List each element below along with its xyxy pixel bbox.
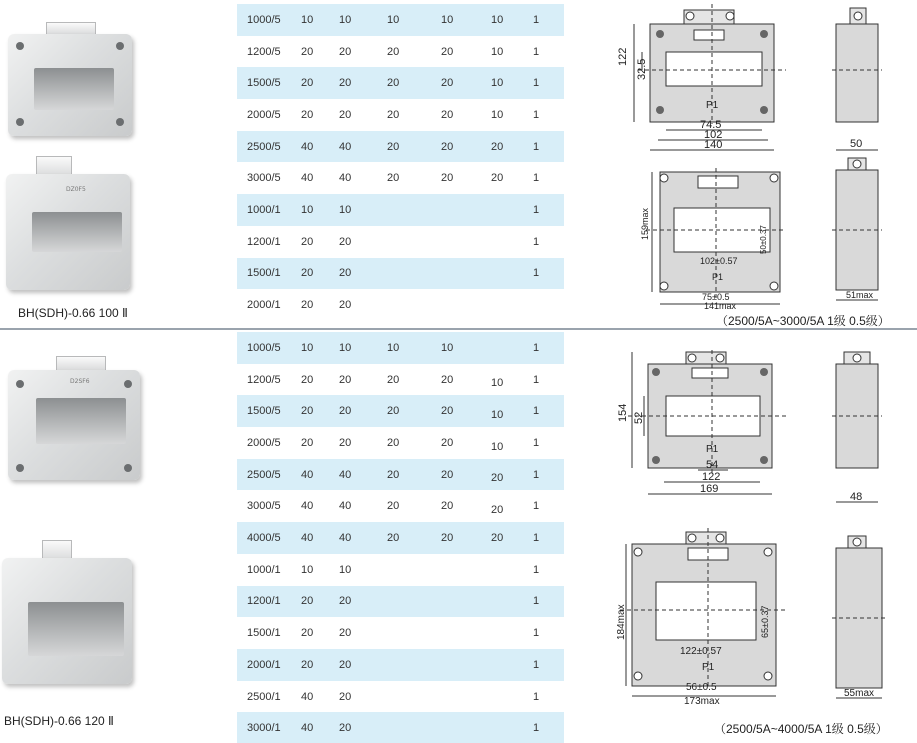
table-cell: 1200/1 <box>247 235 281 248</box>
dim-label: 141max <box>704 301 737 311</box>
table-row <box>237 586 564 618</box>
table-cell: 1 <box>533 722 540 735</box>
table-cell: 20 <box>301 595 314 608</box>
table-cell: 20 <box>387 468 400 481</box>
table-row <box>237 163 564 195</box>
dim-label: 140 <box>704 139 723 151</box>
table-cell: 20 <box>441 108 454 121</box>
table-cell: 20 <box>387 405 400 418</box>
table-cell: 1 <box>533 532 540 545</box>
p1-label: P1 <box>712 272 724 282</box>
dimension-drawing-front-top <box>614 350 790 504</box>
table-cell: 20 <box>387 77 400 90</box>
table-cell: 2000/1 <box>247 658 281 671</box>
table-row <box>237 332 564 364</box>
table-row <box>237 226 564 258</box>
table-cell: 20 <box>387 373 400 386</box>
table-cell: 1 <box>533 45 540 58</box>
dim-label: 122±0.57 <box>680 646 722 657</box>
table-cell: 20 <box>301 77 314 90</box>
table-cell: 20 <box>339 722 352 735</box>
table-cell: 1 <box>533 108 540 121</box>
dim-label: 122 <box>617 47 629 66</box>
dim-label: 54 <box>706 459 719 471</box>
table-cell: 10 <box>491 377 504 390</box>
table-cell: 10 <box>339 204 352 217</box>
table-cell: 20 <box>301 658 314 671</box>
table-cell: 1 <box>533 627 540 640</box>
table-row <box>237 67 564 99</box>
table-cell: 40 <box>301 172 314 185</box>
table-cell: 40 <box>339 172 352 185</box>
table-cell: 10 <box>491 440 504 453</box>
table-cell: 10 <box>441 13 454 26</box>
table-cell: 1500/5 <box>247 77 281 90</box>
table-row <box>237 99 564 131</box>
table-cell: 40 <box>339 140 352 153</box>
table-cell: 2000/5 <box>247 108 281 121</box>
table-cell: 20 <box>387 140 400 153</box>
table-row <box>237 554 564 586</box>
table-cell: 20 <box>339 373 352 386</box>
dim-label: 55max <box>844 688 875 699</box>
table-cell: 20 <box>387 436 400 449</box>
table-row <box>237 649 564 681</box>
dim-label: 169 <box>700 483 719 495</box>
table-cell: 20 <box>491 532 504 545</box>
table-cell: 1 <box>533 405 540 418</box>
dim-label: 32.5 <box>636 58 648 80</box>
table-cell: 10 <box>491 13 504 26</box>
dim-label: 102 <box>704 129 723 141</box>
table-cell: 20 <box>441 373 454 386</box>
table-row <box>237 289 564 321</box>
dimension-drawing-front-top <box>618 4 788 154</box>
table-cell: 20 <box>339 77 352 90</box>
table-row <box>237 364 564 396</box>
table-cell: 20 <box>339 299 352 312</box>
table-cell: 1 <box>533 658 540 671</box>
table-cell: 1500/5 <box>247 405 281 418</box>
table-cell: 20 <box>339 267 352 280</box>
table-cell: 4000/5 <box>247 532 281 545</box>
table-cell: 20 <box>387 172 400 185</box>
dimension-drawing-side-bottom <box>832 158 882 303</box>
product-photo-bottom <box>4 156 134 296</box>
ratio-table <box>237 4 564 321</box>
table-cell: 1 <box>533 468 540 481</box>
dim-label: 65±0.37 <box>760 605 770 638</box>
table-cell: 3000/1 <box>247 722 281 735</box>
table-row <box>237 491 564 523</box>
dim-label: 50±0.37 <box>759 225 768 254</box>
table-cell: 20 <box>301 45 314 58</box>
table-cell: 20 <box>441 140 454 153</box>
table-cell: 10 <box>339 341 352 354</box>
table-cell: 40 <box>339 532 352 545</box>
table-cell: 40 <box>301 722 314 735</box>
table-cell: 40 <box>301 468 314 481</box>
dim-label: 50 <box>850 138 863 150</box>
product-photo-top <box>6 354 146 484</box>
dim-label: 159max <box>640 207 650 240</box>
table-cell: 20 <box>301 235 314 248</box>
table-cell: 20 <box>301 373 314 386</box>
table-cell: 20 <box>491 172 504 185</box>
product-section-100 <box>0 0 917 328</box>
table-cell: 10 <box>491 77 504 90</box>
table-cell: 20 <box>301 436 314 449</box>
table-cell: 10 <box>441 341 454 354</box>
table-cell: 1 <box>533 235 540 248</box>
table-cell: 1000/5 <box>247 13 281 26</box>
table-cell: 10 <box>491 409 504 422</box>
product-photo-bottom <box>0 540 136 690</box>
table-cell: 10 <box>491 45 504 58</box>
table-cell: 3000/5 <box>247 172 281 185</box>
dim-label: 122 <box>702 471 721 483</box>
table-cell: 10 <box>491 108 504 121</box>
table-cell: 1000/1 <box>247 563 281 576</box>
table-cell: 20 <box>339 595 352 608</box>
table-cell: 2000/5 <box>247 436 281 449</box>
table-cell: 40 <box>339 500 352 513</box>
table-cell: 1 <box>533 690 540 703</box>
table-cell: 1 <box>533 341 540 354</box>
photo-stamp-text: D2SF6 <box>70 378 90 385</box>
table-cell: 20 <box>339 436 352 449</box>
table-cell: 20 <box>301 267 314 280</box>
table-cell: 20 <box>339 627 352 640</box>
table-cell: 20 <box>339 690 352 703</box>
table-cell: 20 <box>339 108 352 121</box>
table-cell: 1200/5 <box>247 373 281 386</box>
table-row <box>237 194 564 226</box>
product-section-120 <box>0 330 917 743</box>
table-cell: 10 <box>301 204 314 217</box>
table-cell: 40 <box>339 468 352 481</box>
table-cell: 2500/1 <box>247 690 281 703</box>
table-cell: 1 <box>533 595 540 608</box>
table-cell: 2500/5 <box>247 468 281 481</box>
table-cell: 1 <box>533 373 540 386</box>
table-row <box>237 712 564 743</box>
table-cell: 1000/5 <box>247 341 281 354</box>
product-photo-top <box>6 14 136 139</box>
table-cell: 40 <box>301 140 314 153</box>
table-cell: 20 <box>387 45 400 58</box>
table-cell: 10 <box>339 13 352 26</box>
table-cell: 20 <box>387 500 400 513</box>
table-cell: 3000/5 <box>247 500 281 513</box>
p1-label: P1 <box>706 100 719 111</box>
dimension-drawing-side-bottom <box>832 536 886 702</box>
table-row <box>237 617 564 649</box>
dimension-drawing-front-bottom <box>616 528 790 706</box>
table-row <box>237 36 564 68</box>
table-row <box>237 395 564 427</box>
dim-label: 102±0.57 <box>700 256 738 266</box>
table-cell: 20 <box>491 140 504 153</box>
table-cell: 10 <box>301 563 314 576</box>
table-cell: 20 <box>387 532 400 545</box>
dim-label: 173max <box>684 696 720 707</box>
table-row <box>237 459 564 491</box>
model-label: BH(SDH)-0.66 100 Ⅱ <box>18 306 128 320</box>
dim-label: 184max <box>616 604 627 640</box>
table-cell: 20 <box>441 532 454 545</box>
table-row <box>237 131 564 163</box>
table-cell: 1 <box>533 13 540 26</box>
table-row <box>237 681 564 713</box>
table-row <box>237 427 564 459</box>
table-cell: 20 <box>491 504 504 517</box>
dim-label: 75±0.5 <box>702 292 730 302</box>
table-cell: 1500/1 <box>247 267 281 280</box>
table-cell: 20 <box>441 45 454 58</box>
table-cell: 40 <box>301 532 314 545</box>
table-cell: 1 <box>533 267 540 280</box>
dim-label: 48 <box>850 491 863 503</box>
table-cell: 20 <box>301 108 314 121</box>
dim-label: 52 <box>633 411 645 424</box>
dim-label: 51max <box>846 290 874 300</box>
table-cell: 1 <box>533 140 540 153</box>
table-cell: 20 <box>339 405 352 418</box>
table-cell: 20 <box>441 468 454 481</box>
table-cell: 40 <box>301 500 314 513</box>
model-label: BH(SDH)-0.66 120 Ⅱ <box>4 714 114 728</box>
table-cell: 1200/1 <box>247 595 281 608</box>
dim-label: 74.5 <box>700 119 722 131</box>
table-cell: 1200/5 <box>247 45 281 58</box>
dimension-drawing-side-top <box>832 350 882 504</box>
table-cell: 20 <box>441 77 454 90</box>
table-cell: 10 <box>301 341 314 354</box>
table-cell: 1 <box>533 500 540 513</box>
table-cell: 1500/1 <box>247 627 281 640</box>
table-cell: 1 <box>533 172 540 185</box>
table-cell: 10 <box>301 13 314 26</box>
table-cell: 20 <box>339 235 352 248</box>
photo-stamp-text: DZ0F5 <box>66 186 86 193</box>
ratio-table <box>237 332 564 743</box>
table-cell: 20 <box>387 108 400 121</box>
table-row <box>237 522 564 554</box>
dimension-drawing-side-top <box>832 4 882 154</box>
table-cell: 20 <box>301 299 314 312</box>
accuracy-note: （2500/5A~3000/5A 1级 0.5级） <box>716 314 890 328</box>
table-cell: 2500/5 <box>247 140 281 153</box>
table-cell: 1 <box>533 436 540 449</box>
table-cell: 20 <box>339 658 352 671</box>
table-cell: 20 <box>441 405 454 418</box>
table-cell: 20 <box>491 472 504 485</box>
table-cell: 2000/1 <box>247 299 281 312</box>
table-cell: 20 <box>301 627 314 640</box>
table-cell: 1 <box>533 204 540 217</box>
table-cell: 20 <box>441 436 454 449</box>
table-cell: 1000/1 <box>247 204 281 217</box>
table-cell: 10 <box>387 341 400 354</box>
table-cell: 10 <box>339 563 352 576</box>
table-cell: 20 <box>301 405 314 418</box>
table-cell: 1 <box>533 77 540 90</box>
dim-label: 56±0.5 <box>686 682 717 693</box>
p1-label: P1 <box>702 662 715 673</box>
dimension-drawing-front-bottom <box>638 158 788 310</box>
table-row <box>237 4 564 36</box>
table-cell: 20 <box>441 500 454 513</box>
table-cell: 10 <box>387 13 400 26</box>
dim-label: 154 <box>617 403 629 422</box>
table-cell: 40 <box>301 690 314 703</box>
table-cell: 20 <box>441 172 454 185</box>
p1-label: P1 <box>706 444 719 455</box>
table-cell: 20 <box>339 45 352 58</box>
accuracy-note: （2500/5A~4000/5A 1级 0.5级） <box>714 722 888 736</box>
table-row <box>237 258 564 290</box>
table-cell: 1 <box>533 563 540 576</box>
